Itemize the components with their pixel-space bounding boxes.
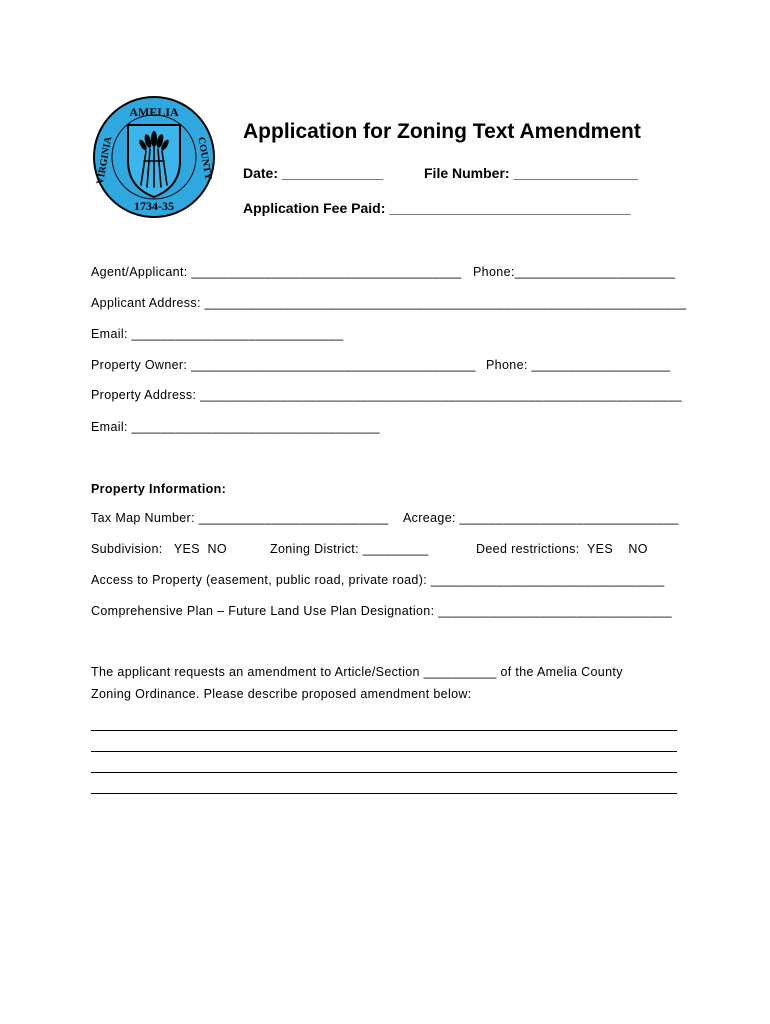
applicant-email-field[interactable]: Email: _____________________________ [91, 327, 344, 341]
seal-text-bottom: 1734-35 [134, 199, 174, 213]
deed-restrictions-choice[interactable]: Deed restrictions: YES NO [476, 542, 648, 556]
description-line-4[interactable] [91, 793, 677, 794]
property-owner-field[interactable]: Property Owner: _______________________________________ [91, 358, 476, 372]
description-line-2[interactable] [91, 751, 677, 752]
access-to-property-field[interactable]: Access to Property (easement, public road, private road): ________________________________ [91, 573, 665, 587]
county-seal-logo [92, 95, 216, 219]
acreage-field[interactable]: Acreage: ______________________________ [403, 511, 679, 525]
request-text-line1: The applicant requests an amendment to Article/Section __________ of the Amelia County [91, 665, 623, 679]
application-fee-field[interactable]: Application Fee Paid: _______________________________ [243, 200, 631, 216]
comprehensive-plan-field[interactable]: Comprehensive Plan – Future Land Use Plan Designation: ________________________________ [91, 604, 672, 618]
zoning-district-field[interactable]: Zoning District: _________ [270, 542, 429, 556]
agent-applicant-field[interactable]: Agent/Applicant: _____________________________________ [91, 265, 462, 279]
owner-phone-field[interactable]: Phone: ___________________ [486, 358, 671, 372]
property-info-heading: Property Information: [91, 482, 227, 496]
seal-text-right: COUNTY [195, 136, 214, 181]
tax-map-field[interactable]: Tax Map Number: __________________________ [91, 511, 389, 525]
seal-text-left: VIRGINIA [94, 135, 115, 186]
file-number-field[interactable]: File Number: ________________ [424, 165, 639, 181]
owner-email-field[interactable]: Email: __________________________________ [91, 420, 380, 434]
subdivision-choice[interactable]: Subdivision: YES NO [91, 542, 228, 556]
property-address-field[interactable]: Property Address: __________________________________________________________________ [91, 388, 683, 402]
date-field[interactable]: Date: _____________ [243, 165, 384, 181]
seal-text-top: AMELIA [129, 105, 179, 119]
request-text-line2: Zoning Ordinance. Please describe proposed amendment below: [91, 687, 472, 701]
applicant-address-field[interactable]: Applicant Address: __________________________________________________________________ [91, 296, 687, 310]
description-line-3[interactable] [91, 772, 677, 773]
description-line-1[interactable] [91, 730, 677, 731]
agent-phone-field[interactable]: Phone:______________________ [473, 265, 676, 279]
form-title: Application for Zoning Text Amendment [243, 120, 641, 143]
